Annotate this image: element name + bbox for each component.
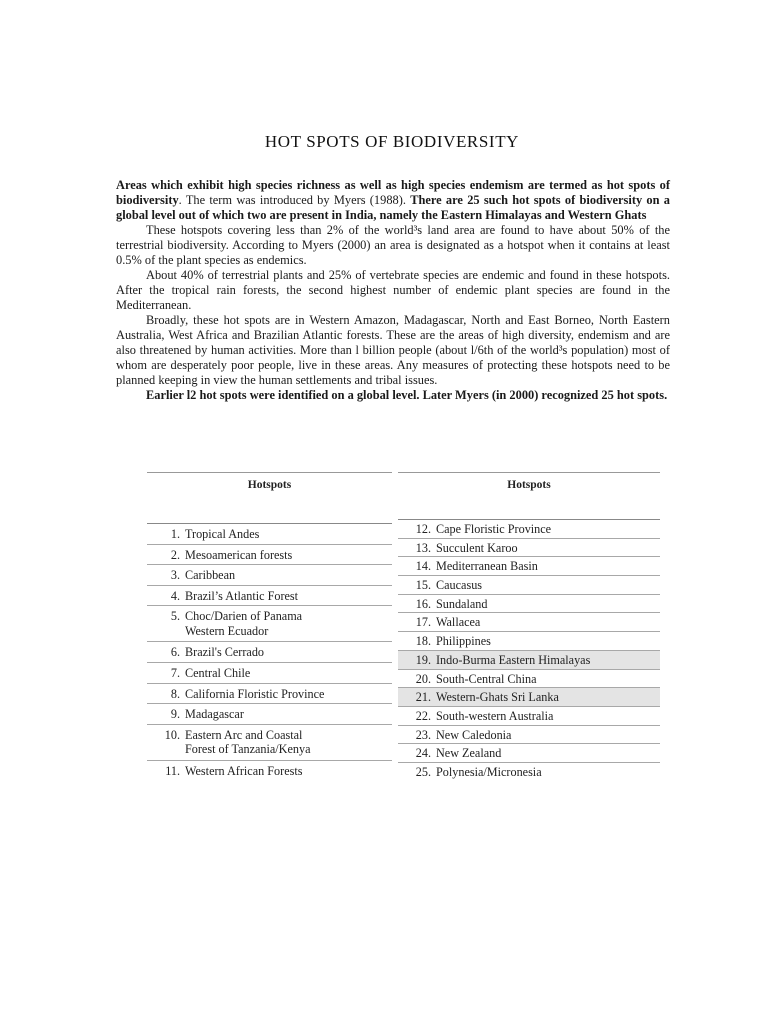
row-number: 8. (170, 686, 180, 701)
hotspots-table-left (147, 472, 392, 783)
intro-paragraph (116, 178, 670, 223)
table-row (398, 670, 660, 689)
row-number: 15. (415, 578, 431, 593)
row-number: 21. (415, 690, 431, 705)
hotspot-name: California Floristic Province (185, 686, 325, 701)
row-number: 13. (415, 540, 431, 555)
table-row (147, 704, 392, 725)
row-number: 23. (415, 727, 431, 742)
paragraph-2: About 40% of terrestrial plants and 25% of vertebrate species are endemic and found in these hotspots. After the tropical rain forests, the second highest number of endemic plant species are found in the Mediterranean. (116, 268, 670, 312)
hotspot-name: Succulent Karoo (436, 540, 518, 555)
row-number: 14. (415, 559, 431, 574)
hotspot-name: South-Central China (436, 671, 537, 686)
hotspot-name: South-western Australia (436, 708, 554, 723)
body-text (116, 178, 670, 403)
hotspot-name: Wallacea (436, 615, 481, 630)
table-row (147, 524, 392, 545)
row-number: 4. (170, 588, 180, 603)
table-row (398, 576, 660, 595)
table-row (147, 565, 392, 586)
paragraph-3: Broadly, these hot spots are in Western Amazon, Madagascar, North and East Borneo, North Eastern Australia, West Africa and Brazilian Atlantic forests. These are the areas of high diversity, endemism and are also threatened by human activities. More than l billion people (about l/6th of the world³s population) most of whom are desperately poor people, live in these areas. Any measures of protecting these hotspots need to be planned keeping in view the human settlements and tribal issues. (116, 313, 670, 387)
hotspots-table-right (398, 472, 660, 782)
hotspot-name: New Zealand (436, 746, 502, 761)
table-body (398, 520, 660, 782)
table-row (147, 545, 392, 566)
table-row (398, 520, 660, 539)
row-number: 5. (170, 609, 180, 624)
table-row (398, 651, 660, 670)
hotspot-name: Philippines (436, 634, 491, 649)
hotspot-name: Tropical Andes (185, 527, 260, 541)
hotspot-name: Mesoamerican forests (185, 547, 293, 562)
table-row (147, 642, 392, 663)
row-number: 19. (415, 652, 431, 667)
row-number: 22. (415, 708, 431, 723)
hotspot-name: Central Chile (185, 665, 251, 680)
intro-bold-1: Areas which exhibit high species richness as well as high species endemism are termed as hot spots of biodiversity (116, 178, 670, 207)
table-row (398, 763, 660, 782)
table-header: Hotspots (147, 473, 392, 524)
hotspot-name: Western African Forests (185, 763, 303, 778)
hotspot-name: New Caledonia (436, 727, 512, 742)
row-number: 12. (415, 522, 431, 536)
table-row (147, 684, 392, 705)
table-row (147, 761, 392, 783)
closing-paragraph: Earlier l2 hot spots were identified on a global level. Later Myers (in 2000) recognized 25 hot spots. (146, 388, 668, 402)
table-row (147, 606, 392, 642)
row-number: 17. (415, 615, 431, 630)
table-row (398, 557, 660, 576)
table-header: Hotspots (398, 473, 660, 520)
row-number: 6. (170, 645, 180, 660)
intro-normal: . The term was introduced by Myers (1988). (178, 193, 411, 207)
table-row (398, 744, 660, 763)
intro-bold-2: There are 25 such hot spots of biodiversity on a global level out of which two are present in India, namely the Eastern Himalayas and Western Ghats (116, 193, 670, 222)
hotspot-name: Western-Ghats Sri Lanka (436, 690, 559, 705)
table-row (398, 539, 660, 558)
hotspot-name: Choc/Darien of Panama Western Ecuador (185, 609, 303, 638)
hotspot-name: Madagascar (185, 707, 244, 722)
hotspot-name: Cape Floristic Province (436, 522, 552, 536)
row-number: 1. (170, 527, 180, 541)
hotspot-name: Brazil's Cerrado (185, 645, 265, 660)
hotspot-name: Eastern Arc and Coastal Forest of Tanzania/Kenya (185, 727, 311, 757)
hotspot-name: Indo-Burma Eastern Himalayas (436, 652, 591, 667)
table-row (147, 663, 392, 684)
row-number: 3. (170, 568, 180, 583)
hotspot-name: Caucasus (436, 578, 483, 593)
paragraph-1: These hotspots covering less than 2% of the world³s land area are found to have about 50% of the terrestrial biodiversity. According to Myers (2000) an area is designated as a hotspot when it contains at least 0.5% of the plant species as endemics. (116, 223, 670, 267)
row-number: 11. (165, 763, 180, 778)
table-row (398, 595, 660, 614)
row-number: 25. (415, 764, 431, 779)
table-row (398, 707, 660, 726)
table-body (147, 524, 392, 783)
row-number: 24. (415, 746, 431, 761)
row-number: 2. (170, 547, 180, 562)
row-number: 9. (170, 707, 180, 722)
table-row (147, 586, 392, 607)
hotspot-name: Mediterranean Basin (436, 559, 538, 574)
page-title: HOT SPOTS OF BIODIVERSITY (264, 132, 520, 151)
table-row (398, 726, 660, 745)
table-row (398, 632, 660, 651)
row-number: 10. (164, 727, 180, 742)
row-number: 18. (415, 634, 431, 649)
table-row (398, 688, 660, 707)
hotspot-name: Brazil’s Atlantic Forest (185, 588, 299, 603)
hotspot-name: Caribbean (185, 568, 236, 583)
row-number: 20. (415, 671, 431, 686)
row-number: 7. (170, 665, 180, 680)
hotspot-name: Sundaland (436, 596, 488, 611)
row-number: 16. (415, 596, 431, 611)
table-row (398, 613, 660, 632)
table-row (147, 725, 392, 761)
hotspot-name: Polynesia/Micronesia (436, 764, 542, 779)
